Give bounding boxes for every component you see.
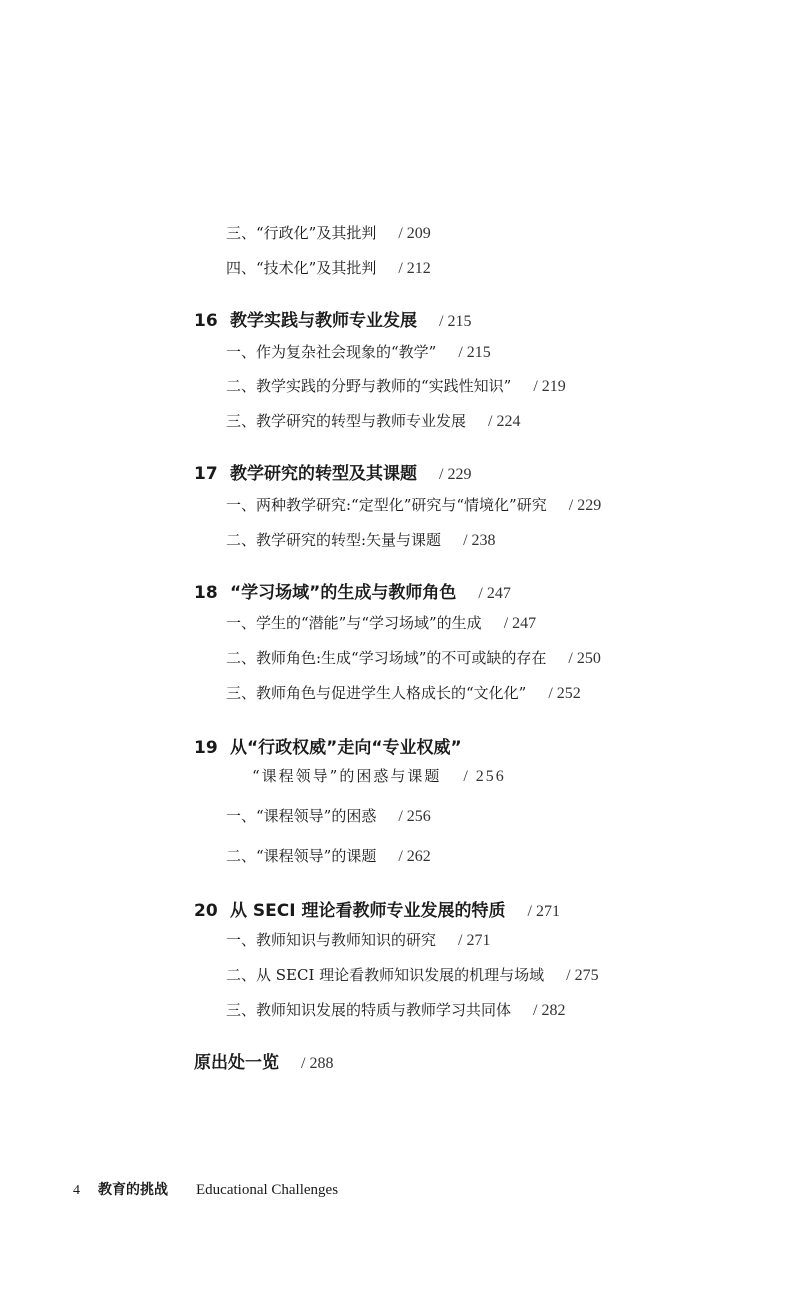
- toc-entry-title: 一、作为复杂社会现象的“教学”: [226, 343, 437, 361]
- toc-chapter: [194, 306, 471, 331]
- toc-entry-title: 一、学生的“潜能”与“学习场域”的生成: [226, 614, 482, 632]
- footer-page-number: 4: [73, 1183, 80, 1198]
- toc-entry: [226, 929, 490, 950]
- chapter-page: / 288: [301, 1055, 333, 1072]
- toc-entry: [226, 612, 536, 633]
- toc-entry-title: 一、两种教学研究:“定型化”研究与“情境化”研究: [226, 496, 547, 514]
- toc-entry: [226, 257, 431, 278]
- toc-entry-page: / 262: [398, 848, 430, 865]
- toc-entry-page: / 282: [533, 1002, 565, 1019]
- chapter-title: “学习场域”的生成与教师角色: [230, 583, 457, 603]
- chapter-title: 原出处一览: [194, 1053, 279, 1073]
- chapter-number: 20: [194, 901, 218, 921]
- toc-entry: [226, 805, 431, 826]
- toc-entry-title: 三、教师知识发展的特质与教师学习共同体: [226, 1001, 512, 1019]
- toc-entry-title: 三、教师角色与促进学生人格成长的“文化化”: [226, 684, 527, 702]
- toc-entry-title: 二、从 SECI 理论看教师知识发展的机理与场域: [226, 966, 545, 984]
- toc-entry-page: / 256: [398, 808, 430, 825]
- toc-entry: [226, 375, 566, 396]
- toc-entry-page: / 219: [533, 378, 565, 395]
- chapter-title: 教学研究的转型及其课题: [230, 464, 417, 484]
- footer-book-title-en: Educational Challenges: [196, 1182, 339, 1198]
- running-footer: [73, 1179, 338, 1199]
- chapter-title: 从“行政权威”走向“专业权威”: [230, 738, 462, 758]
- toc-entry-page: / 275: [566, 967, 598, 984]
- toc-entry-page: / 250: [568, 650, 600, 667]
- toc-entry: [226, 494, 601, 515]
- toc-chapter: [194, 459, 471, 484]
- toc-chapter: [194, 733, 462, 758]
- toc-entry-page: / 209: [398, 225, 430, 242]
- toc-entry-page: / 252: [548, 685, 580, 702]
- toc-entry: [226, 845, 431, 866]
- toc-entry-page: / 215: [458, 344, 490, 361]
- toc-entry: [226, 529, 496, 550]
- toc-entry: [226, 647, 601, 668]
- chapter-number: 16: [194, 311, 218, 331]
- toc-entry-title: “课程领导”的困惑与课题: [252, 767, 442, 785]
- toc-entry: [226, 341, 491, 362]
- toc-entry: [226, 222, 431, 243]
- toc-entry-title: 二、教师角色:生成“学习场域”的不可或缺的存在: [226, 649, 547, 667]
- footer-book-title-zh: 教育的挑战: [98, 1182, 168, 1198]
- toc-entry-title: 二、“课程领导”的课题: [226, 847, 377, 865]
- toc-entry-page: / 224: [488, 413, 520, 430]
- chapter-number: 19: [194, 738, 218, 758]
- toc-chapter: [194, 1048, 333, 1073]
- chapter-page: / 271: [528, 903, 560, 920]
- chapter-title: 从 SECI 理论看教师专业发展的特质: [230, 901, 506, 921]
- toc-entry-page: / 271: [458, 932, 490, 949]
- chapter-number: 17: [194, 464, 218, 484]
- toc-entry: [226, 999, 565, 1020]
- toc-entry-page: / 238: [463, 532, 495, 549]
- chapter-title: 教学实践与教师专业发展: [230, 311, 417, 331]
- toc-chapter: [194, 578, 511, 603]
- toc-entry-page: / 247: [504, 615, 536, 632]
- toc-entry-title: 二、教学实践的分野与教师的“实践性知识”: [226, 377, 512, 395]
- chapter-page: / 247: [478, 585, 510, 602]
- toc-chapter: [194, 896, 560, 921]
- toc-entry-page: / 256: [463, 768, 505, 785]
- toc-entry-title: 一、“课程领导”的困惑: [226, 807, 377, 825]
- chapter-number: 18: [194, 583, 218, 603]
- toc-entry-title: 二、教学研究的转型:矢量与课题: [226, 531, 442, 549]
- toc-entry-title: 三、“行政化”及其批判: [226, 224, 377, 242]
- toc-entry-page: / 212: [398, 260, 430, 277]
- toc-entry-page: / 229: [569, 497, 601, 514]
- toc-entry-title: 四、“技术化”及其批判: [226, 259, 377, 277]
- toc-entry-title: 一、教师知识与教师知识的研究: [226, 931, 437, 949]
- toc-entry: [252, 765, 506, 786]
- toc-entry-title: 三、教学研究的转型与教师专业发展: [226, 412, 467, 430]
- toc-entry: [226, 682, 581, 703]
- chapter-page: / 229: [439, 466, 471, 483]
- toc-entry: [226, 410, 520, 431]
- chapter-page: / 215: [439, 313, 471, 330]
- toc-entry: [226, 964, 599, 985]
